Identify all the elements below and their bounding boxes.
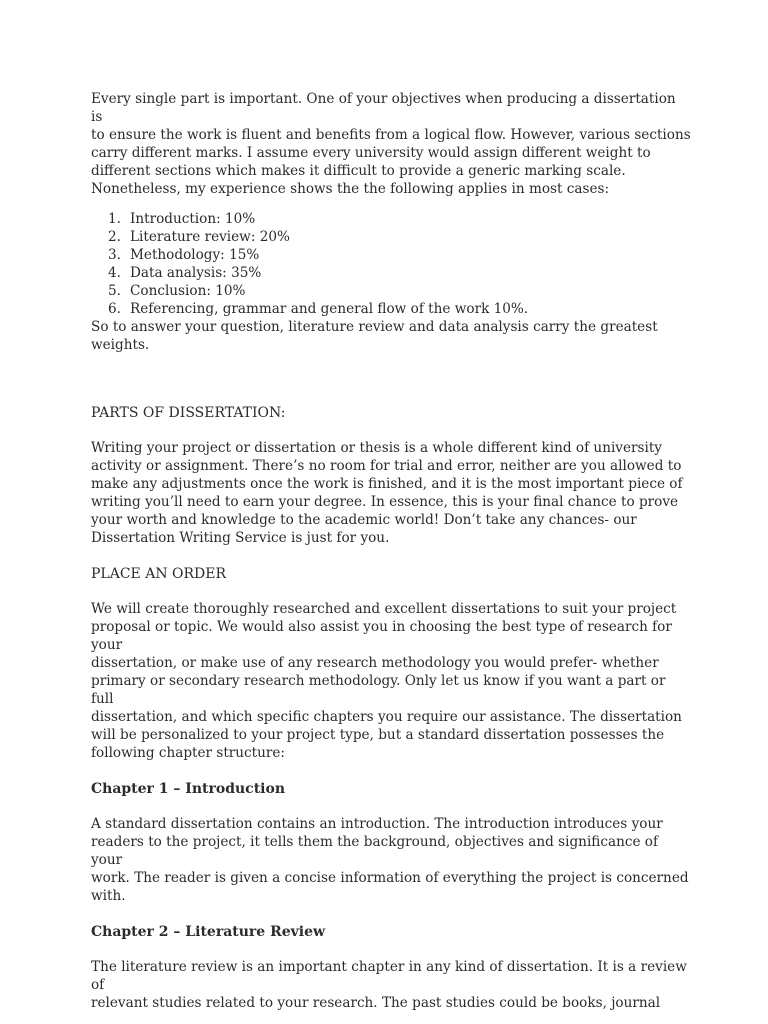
section-gap (91, 422, 691, 439)
section-spacer (91, 354, 691, 404)
list-item-text: Referencing, grammar and general flow of the work 10%. (130, 301, 529, 317)
section-gap (91, 547, 691, 565)
list-item-text: Data analysis: 35% (130, 265, 262, 281)
section-gap (91, 762, 691, 780)
list-item-number: 4. (108, 265, 121, 281)
chapter1-paragraph: A standard dissertation contains an introduction. The introduction introduces your readers to the project, it tells them the background, objectives and significance of your work. The reader is given a concise information of everything the project is concerned with. (91, 816, 689, 904)
chapter1-heading: Chapter 1 – Introduction (91, 781, 285, 797)
list-item (91, 246, 691, 264)
list-item-text: Conclusion: 10% (130, 283, 246, 299)
intro-conclusion: So to answer your question, literature review and data analysis carry the greatest weights. (91, 319, 658, 353)
list-item-text: Introduction: 10% (130, 211, 256, 227)
list-item (91, 210, 691, 228)
chapter2-paragraph: The literature review is an important chapter in any kind of dissertation. It is a review of relevant studies related to your research. The past studies could be books, journal (91, 959, 687, 1011)
list-item-number: 3. (108, 247, 121, 263)
section-gap (91, 583, 691, 600)
document-body (91, 90, 691, 1012)
list-item (91, 228, 691, 246)
list-item (91, 282, 691, 300)
section-gap (91, 941, 691, 958)
list-item-number: 1. (108, 211, 121, 227)
chapter2-heading: Chapter 2 – Literature Review (91, 924, 326, 940)
section-gap (91, 905, 691, 923)
list-item (91, 264, 691, 282)
order-heading: PLACE AN ORDER (91, 566, 227, 582)
list-item-number: 5. (108, 283, 121, 299)
list-item-text: Literature review: 20% (130, 229, 290, 245)
list-item-text: Methodology: 15% (130, 247, 260, 263)
list-item (91, 300, 691, 318)
marking-weights-list (91, 210, 691, 318)
order-paragraph: We will create thoroughly researched and excellent dissertations to suit your project proposal or topic. We would also assist you in choosing the best type of research for your dissertation, or make use of any research methodology you would prefer- whether primary or secondary research methodology. Only let us know if you want a part or full dissertation, and which specific chapters you require our assistance. The dissertation will be personalized to your project type, but a standard dissertation possesses the following chapter structure: (91, 601, 682, 761)
list-item-number: 2. (108, 229, 121, 245)
parts-paragraph: Writing your project or dissertation or thesis is a whole different kind of university activity or assignment. There’s no room for trial and error, neither are you allowed to make any adjustments once the work is finished, and it is the most important piece of writing you’ll need to earn your degree. In essence, this is your final chance to prove your worth and knowledge to the academic world! Don’t take any chances- our Dissertation Writing Service is just for you. (91, 440, 683, 546)
list-item-number: 6. (108, 301, 121, 317)
parts-heading: PARTS OF DISSERTATION: (91, 405, 286, 421)
intro-paragraph: Every single part is important. One of your objectives when producing a dissertation is to ensure the work is fluent and benefits from a logical flow. However, various sections carry different marks. I assume every university would assign different weight to different sections which makes it difficult to provide a generic marking scale. Nonetheless, my experience shows the the following applies in most cases: (91, 91, 691, 197)
section-gap (91, 798, 691, 815)
